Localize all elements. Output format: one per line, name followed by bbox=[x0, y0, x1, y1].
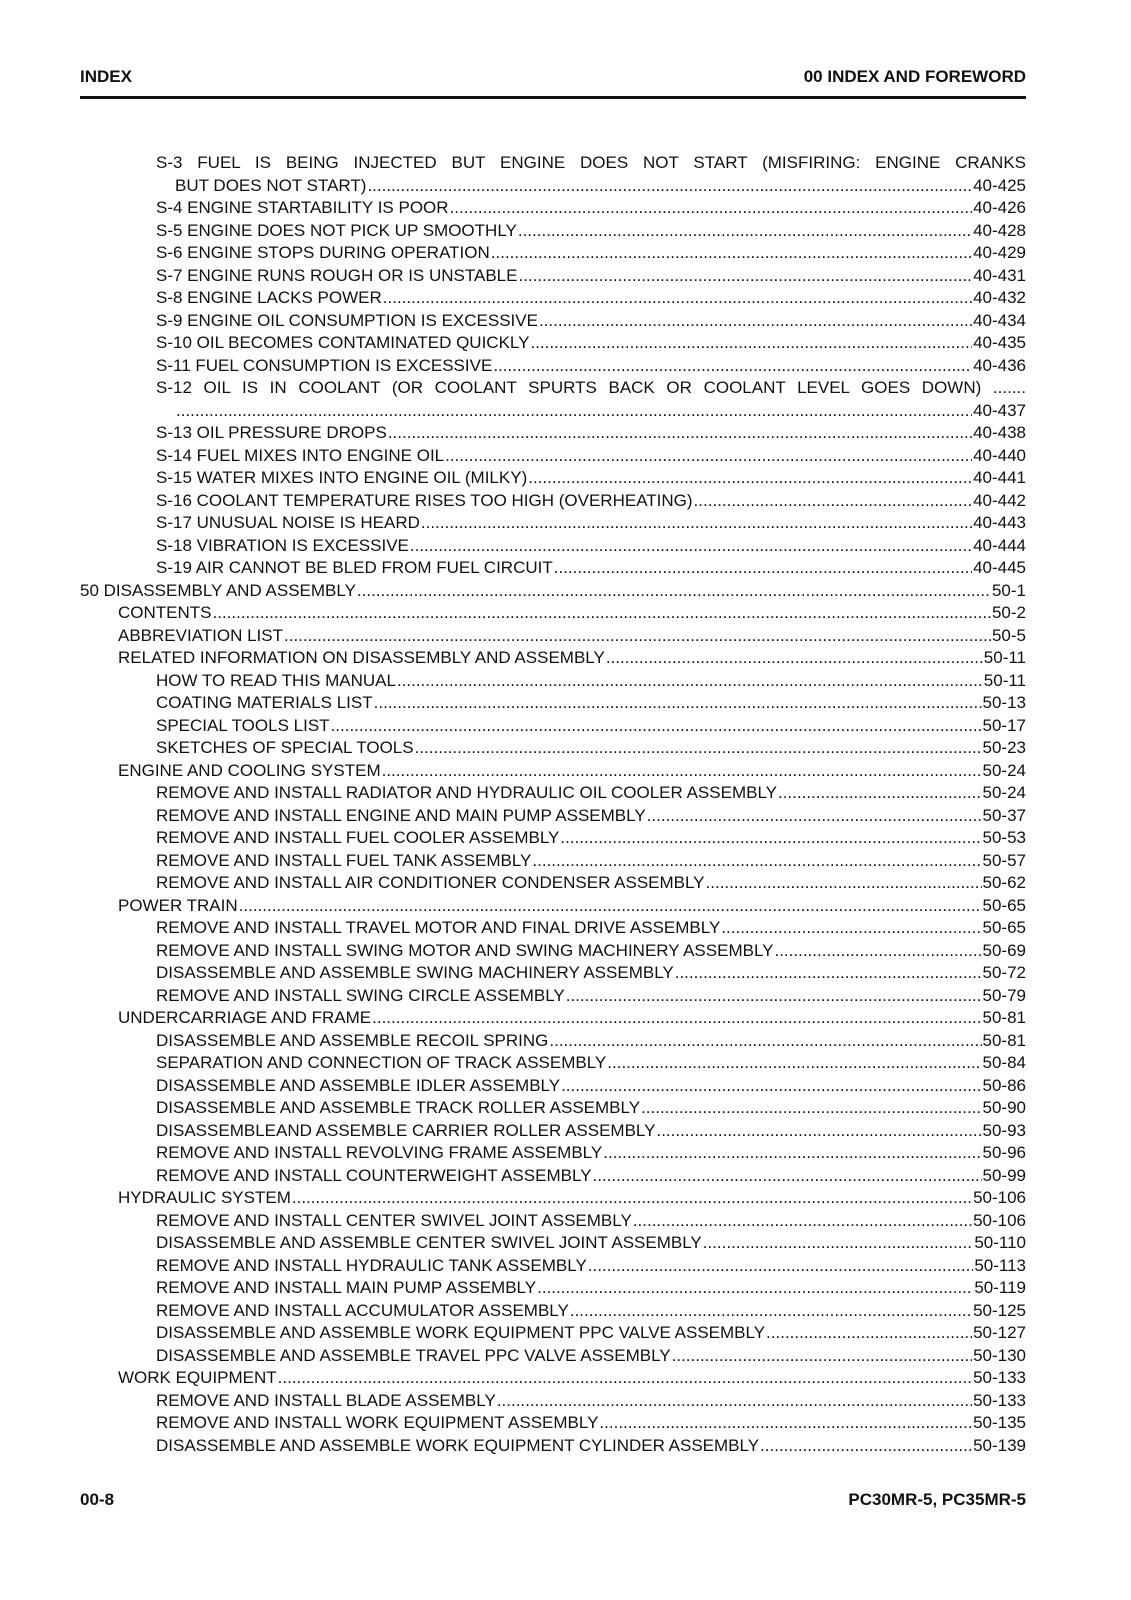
toc-entry[interactable] bbox=[80, 1345, 1026, 1368]
toc-entry[interactable] bbox=[80, 580, 1026, 603]
dot-leader bbox=[647, 805, 982, 828]
toc-entry-page: 50-72 bbox=[982, 963, 1026, 982]
toc-entry-page: 50-2 bbox=[991, 603, 1026, 622]
dot-leader bbox=[532, 850, 981, 873]
toc-entry-row bbox=[156, 1345, 1026, 1368]
toc-entry-row bbox=[156, 557, 1026, 580]
dot-leader bbox=[606, 647, 983, 670]
toc-entry-title: SEPARATION AND CONNECTION OF TRACK ASSEMBLY bbox=[156, 1053, 607, 1072]
toc-entry-title: REMOVE AND INSTALL FUEL COOLER ASSEMBLY bbox=[156, 828, 560, 847]
dot-leader bbox=[410, 535, 972, 558]
toc-entry-row bbox=[156, 962, 1026, 985]
toc-entry-row bbox=[118, 602, 1026, 625]
toc-entry-row bbox=[156, 1120, 1026, 1143]
toc-entry[interactable] bbox=[80, 850, 1026, 873]
toc-entry-page: 50-110 bbox=[974, 1233, 1026, 1252]
toc-entry[interactable] bbox=[80, 962, 1026, 985]
toc-entry-row bbox=[156, 1052, 1026, 1075]
toc-entry[interactable] bbox=[80, 1030, 1026, 1053]
toc-entry[interactable] bbox=[80, 715, 1026, 738]
toc-entry[interactable] bbox=[80, 670, 1026, 693]
toc-entry-row bbox=[156, 1277, 1026, 1300]
dot-leader bbox=[560, 827, 981, 850]
toc-entry-title: HYDRAULIC SYSTEM bbox=[118, 1188, 291, 1207]
toc-entry[interactable] bbox=[80, 1367, 1026, 1390]
toc-entry-row bbox=[156, 827, 1026, 850]
toc-entry-row bbox=[156, 287, 1026, 310]
toc-entry-page: 50-65 bbox=[982, 895, 1026, 915]
toc-entry-row bbox=[156, 917, 1026, 940]
toc-entry-row bbox=[156, 850, 1026, 873]
dot-leader bbox=[382, 760, 982, 783]
dot-leader bbox=[561, 1075, 981, 1098]
toc-entry[interactable] bbox=[80, 1412, 1026, 1435]
toc-entry-page: 50-65 bbox=[982, 918, 1026, 937]
toc-entry-page: 50-135 bbox=[973, 1413, 1026, 1432]
dot-leader bbox=[292, 1187, 972, 1210]
toc-entry-page: 40-429 bbox=[973, 243, 1026, 262]
toc-entry-page: 40-442 bbox=[973, 490, 1026, 510]
toc-entry-page: 50-81 bbox=[982, 1008, 1026, 1027]
header-divider bbox=[80, 96, 1026, 99]
dot-leader bbox=[599, 1412, 972, 1435]
toc-entry-title: S-4 ENGINE STARTABILITY IS POOR bbox=[156, 198, 449, 217]
dot-leader bbox=[641, 1097, 981, 1120]
toc-entry-row bbox=[118, 1007, 1026, 1030]
dot-leader bbox=[284, 625, 991, 648]
toc-entry-page: 40-431 bbox=[973, 265, 1026, 285]
toc-entry-row bbox=[156, 400, 1026, 423]
toc-entry-page: 40-441 bbox=[973, 468, 1026, 487]
toc-entry[interactable] bbox=[80, 467, 1026, 490]
toc-entry-page: 50-127 bbox=[973, 1323, 1026, 1342]
toc-entry-row bbox=[156, 242, 1026, 265]
dot-leader bbox=[518, 220, 972, 243]
toc-entry-title: S-19 AIR CANNOT BE BLED FROM FUEL CIRCUIT bbox=[156, 558, 553, 577]
dot-leader bbox=[357, 580, 991, 603]
dot-leader bbox=[588, 1255, 974, 1278]
toc-entry[interactable] bbox=[80, 490, 1026, 513]
toc-entry-row bbox=[156, 737, 1026, 760]
toc-entry-row bbox=[156, 715, 1026, 738]
dot-leader bbox=[549, 1030, 981, 1053]
toc-entry-title: S-16 COOLANT TEMPERATURE RISES TOO HIGH (OVERHEATING) bbox=[156, 490, 693, 510]
toc-entry-page: 50-37 bbox=[982, 805, 1026, 825]
toc-entry-title: S-13 OIL PRESSURE DROPS bbox=[156, 423, 387, 442]
toc-entry[interactable] bbox=[80, 940, 1026, 963]
dot-leader bbox=[518, 265, 972, 288]
toc-entry[interactable] bbox=[80, 152, 1026, 197]
toc-entry-row bbox=[156, 940, 1026, 963]
toc-entry-row bbox=[156, 1435, 1026, 1458]
toc-entry[interactable] bbox=[80, 1255, 1026, 1278]
toc-entry[interactable] bbox=[80, 377, 1026, 422]
dot-leader bbox=[374, 692, 982, 715]
toc-entry-row bbox=[156, 220, 1026, 243]
toc-entry-page: 50-96 bbox=[982, 1143, 1026, 1162]
toc-entry-page: 50-106 bbox=[973, 1210, 1026, 1230]
toc-entry-page: 50-119 bbox=[974, 1278, 1026, 1297]
toc-entry-page: 40-432 bbox=[973, 288, 1026, 307]
toc-entry-title: DISASSEMBLE AND ASSEMBLE IDLER ASSEMBLY bbox=[156, 1075, 561, 1095]
toc-entry-row bbox=[118, 760, 1026, 783]
toc-entry[interactable] bbox=[80, 1120, 1026, 1143]
toc-entry-page: 40-443 bbox=[973, 513, 1026, 532]
dot-leader bbox=[415, 737, 982, 760]
toc-entry-title: REMOVE AND INSTALL FUEL TANK ASSEMBLY bbox=[156, 850, 532, 870]
toc-entry-title: DISASSEMBLE AND ASSEMBLE WORK EQUIPMENT PPC VALVE ASSEMBLY bbox=[156, 1323, 766, 1342]
toc-entry-row bbox=[80, 580, 1026, 603]
toc-entry-page: 40-435 bbox=[973, 333, 1026, 352]
toc-entry[interactable] bbox=[80, 985, 1026, 1008]
toc-entry-row bbox=[118, 1367, 1026, 1390]
toc-entry-row bbox=[156, 332, 1026, 355]
toc-entry-row bbox=[156, 1412, 1026, 1435]
toc-entry-page: 50-106 bbox=[973, 1188, 1026, 1207]
toc-entry-title: REMOVE AND INSTALL AIR CONDITIONER CONDENSER ASSEMBLY bbox=[156, 873, 705, 892]
toc-entry[interactable] bbox=[80, 445, 1026, 468]
dot-leader bbox=[778, 782, 982, 805]
toc-entry-row bbox=[156, 1322, 1026, 1345]
footer-page-number: 00-8 bbox=[80, 1490, 115, 1509]
toc-entry-row bbox=[156, 1255, 1026, 1278]
toc-entry[interactable] bbox=[80, 355, 1026, 378]
toc-entry-page: 50-23 bbox=[982, 738, 1026, 757]
toc-entry[interactable] bbox=[80, 1075, 1026, 1098]
toc-entry-row bbox=[156, 467, 1026, 490]
toc-entry-title: ENGINE AND COOLING SYSTEM bbox=[118, 760, 381, 780]
dot-leader bbox=[497, 1390, 972, 1413]
toc-entry-page: 50-133 bbox=[973, 1368, 1026, 1387]
toc-entry-row bbox=[156, 670, 1026, 693]
toc-entry-row bbox=[156, 1142, 1026, 1165]
toc-entry-title: S-18 VIBRATION IS EXCESSIVE bbox=[156, 535, 409, 555]
toc-entry-row bbox=[156, 1030, 1026, 1053]
dot-leader bbox=[176, 400, 972, 423]
toc-entry-title: S-7 ENGINE RUNS ROUGH OR IS UNSTABLE bbox=[156, 265, 518, 285]
toc-entry[interactable] bbox=[80, 1322, 1026, 1345]
toc-entry[interactable] bbox=[80, 625, 1026, 648]
toc-entry-title: DISASSEMBLEAND ASSEMBLE CARRIER ROLLER ASSEMBLY bbox=[156, 1120, 656, 1140]
dot-leader bbox=[539, 310, 972, 333]
toc-entry-row bbox=[156, 512, 1026, 535]
toc-entry-page: 50-57 bbox=[982, 850, 1026, 870]
header-section-label: INDEX bbox=[80, 67, 132, 86]
header-chapter-title: 00 INDEX AND FOREWORD bbox=[803, 67, 1026, 86]
toc-entry-title: DISASSEMBLE AND ASSEMBLE RECOIL SPRING bbox=[156, 1030, 549, 1050]
toc-entry-title: DISASSEMBLE AND ASSEMBLE CENTER SWIVEL JOINT ASSEMBLY bbox=[156, 1233, 702, 1252]
toc-entry-row bbox=[156, 985, 1026, 1008]
toc-entry-title: REMOVE AND INSTALL MAIN PUMP ASSEMBLY bbox=[156, 1278, 537, 1297]
dot-leader bbox=[388, 422, 972, 445]
dot-leader bbox=[694, 490, 973, 513]
toc-entry-title: S-9 ENGINE OIL CONSUMPTION IS EXCESSIVE bbox=[156, 310, 538, 330]
toc-entry-page: 50-113 bbox=[974, 1255, 1026, 1275]
toc-entry-title: S-17 UNUSUAL NOISE IS HEARD bbox=[156, 513, 420, 532]
toc-entry[interactable] bbox=[80, 602, 1026, 625]
toc-entry-title: REMOVE AND INSTALL RADIATOR AND HYDRAULIC OIL COOLER ASSEMBLY bbox=[156, 783, 777, 802]
toc-entry-page: 50-86 bbox=[982, 1075, 1026, 1095]
toc-entry[interactable] bbox=[80, 1052, 1026, 1075]
toc-entry[interactable] bbox=[80, 1277, 1026, 1300]
toc-entry[interactable] bbox=[80, 1232, 1026, 1255]
toc-entry-row bbox=[156, 1210, 1026, 1233]
toc-entry-title: S-10 OIL BECOMES CONTAMINATED QUICKLY bbox=[156, 333, 530, 352]
toc-entry-row bbox=[118, 625, 1026, 648]
toc-entry-page: 40-425 bbox=[973, 175, 1026, 195]
toc-entry-page: 50-79 bbox=[982, 985, 1026, 1005]
toc-entry-title: HOW TO READ THIS MANUAL bbox=[156, 670, 396, 690]
toc-entry-title: POWER TRAIN bbox=[118, 895, 238, 915]
toc-entry[interactable] bbox=[80, 287, 1026, 310]
toc-entry[interactable] bbox=[80, 1390, 1026, 1413]
dot-leader bbox=[278, 1367, 972, 1390]
toc-entry[interactable] bbox=[80, 872, 1026, 895]
toc-entry-title: REMOVE AND INSTALL REVOLVING FRAME ASSEMBLY bbox=[156, 1143, 603, 1162]
toc-entry[interactable] bbox=[80, 1187, 1026, 1210]
toc-entry-row bbox=[156, 422, 1026, 445]
toc-entry-row bbox=[156, 197, 1026, 220]
dot-leader bbox=[706, 872, 982, 895]
dot-leader bbox=[331, 715, 982, 738]
toc-entry[interactable] bbox=[80, 1007, 1026, 1030]
toc-entry-title: S-14 FUEL MIXES INTO ENGINE OIL bbox=[156, 445, 445, 465]
dot-leader bbox=[554, 557, 972, 580]
dot-leader bbox=[450, 197, 973, 220]
toc-entry-page: 50-5 bbox=[991, 625, 1026, 645]
toc-entry-page: 50-84 bbox=[982, 1053, 1026, 1072]
toc-entry-title-line: S-12 OIL IS IN COOLANT (OR COOLANT SPURTS BACK OR COOLANT LEVEL GOES DOWN) ....... bbox=[156, 378, 1026, 397]
toc-entry-title: WORK EQUIPMENT bbox=[118, 1368, 277, 1387]
toc-entry-row bbox=[156, 1232, 1026, 1255]
toc-entry-title: DISASSEMBLE AND ASSEMBLE TRAVEL PPC VALVE ASSEMBLY bbox=[156, 1345, 671, 1365]
toc-entry[interactable] bbox=[80, 242, 1026, 265]
toc-entry-row bbox=[156, 1165, 1026, 1188]
toc-entry-page: 50-11 bbox=[983, 648, 1026, 667]
toc-entry-row bbox=[156, 872, 1026, 895]
toc-entry-page: 50-81 bbox=[982, 1030, 1026, 1050]
toc-entry-row bbox=[156, 175, 1026, 198]
toc-entry-page: 50-69 bbox=[982, 940, 1026, 960]
toc-entry-page: 50-24 bbox=[982, 760, 1026, 780]
toc-entry-page: 50-53 bbox=[982, 828, 1026, 847]
toc-entry[interactable] bbox=[80, 265, 1026, 288]
toc-entry-row bbox=[156, 782, 1026, 805]
toc-entry[interactable] bbox=[80, 557, 1026, 580]
toc-entry-row bbox=[118, 895, 1026, 918]
toc-entry-title: REMOVE AND INSTALL CENTER SWIVEL JOINT ASSEMBLY bbox=[156, 1210, 632, 1230]
dot-leader bbox=[367, 175, 972, 198]
toc-entry-row bbox=[156, 535, 1026, 558]
dot-leader bbox=[760, 1435, 972, 1458]
toc-entry-page: 50-13 bbox=[982, 693, 1026, 712]
toc-entry-page: 40-437 bbox=[973, 400, 1026, 420]
dot-leader bbox=[675, 962, 982, 985]
dot-leader bbox=[239, 895, 982, 918]
toc-entry-title: REMOVE AND INSTALL TRAVEL MOTOR AND FINAL DRIVE ASSEMBLY bbox=[156, 918, 721, 937]
table-of-contents bbox=[80, 152, 1026, 1457]
dot-leader bbox=[530, 332, 972, 355]
toc-entry-title: UNDERCARRIAGE AND FRAME bbox=[118, 1008, 372, 1027]
toc-entry[interactable] bbox=[80, 805, 1026, 828]
toc-entry-page: 40-434 bbox=[973, 310, 1026, 330]
toc-entry-title: CONTENTS bbox=[118, 603, 212, 622]
toc-entry-page: 40-438 bbox=[973, 423, 1026, 442]
toc-entry-row bbox=[156, 355, 1026, 378]
toc-entry-row bbox=[156, 805, 1026, 828]
toc-entry-row bbox=[156, 265, 1026, 288]
dot-leader bbox=[607, 1052, 981, 1075]
toc-entry-page: 40-436 bbox=[973, 355, 1026, 375]
toc-entry-title: REMOVE AND INSTALL WORK EQUIPMENT ASSEMBLY bbox=[156, 1413, 599, 1432]
toc-entry-title: REMOVE AND INSTALL BLADE ASSEMBLY bbox=[156, 1390, 496, 1410]
toc-entry[interactable] bbox=[80, 737, 1026, 760]
toc-entry[interactable] bbox=[80, 1097, 1026, 1120]
toc-entry[interactable] bbox=[80, 1165, 1026, 1188]
toc-entry[interactable] bbox=[80, 895, 1026, 918]
toc-entry-row bbox=[156, 692, 1026, 715]
toc-entry-page: 40-445 bbox=[973, 558, 1026, 577]
toc-entry-title: COATING MATERIALS LIST bbox=[156, 693, 373, 712]
toc-entry-page: 50-99 bbox=[982, 1165, 1026, 1185]
toc-entry-title-line: S-3 FUEL IS BEING INJECTED BUT ENGINE DOES NOT START (MISFIRING: ENGINE CRANKS bbox=[156, 153, 1026, 172]
dot-leader bbox=[633, 1210, 972, 1233]
toc-entry-title: S-15 WATER MIXES INTO ENGINE OIL (MILKY) bbox=[156, 468, 528, 487]
toc-entry-page: 50-90 bbox=[982, 1098, 1026, 1117]
dot-leader bbox=[493, 355, 972, 378]
toc-entry-row bbox=[118, 1187, 1026, 1210]
toc-entry-page: 50-11 bbox=[983, 670, 1026, 690]
toc-entry[interactable] bbox=[80, 692, 1026, 715]
toc-entry-title: REMOVE AND INSTALL COUNTERWEIGHT ASSEMBLY bbox=[156, 1165, 592, 1185]
toc-entry[interactable] bbox=[80, 1210, 1026, 1233]
toc-entry-title: REMOVE AND INSTALL ACCUMULATOR ASSEMBLY bbox=[156, 1300, 569, 1320]
toc-entry[interactable] bbox=[80, 220, 1026, 243]
toc-entry[interactable] bbox=[80, 197, 1026, 220]
toc-entry-page: 50-139 bbox=[973, 1435, 1026, 1455]
toc-entry-page: 50-93 bbox=[982, 1120, 1026, 1140]
toc-entry-row bbox=[156, 1300, 1026, 1323]
dot-leader bbox=[528, 467, 972, 490]
toc-entry-row bbox=[156, 445, 1026, 468]
dot-leader bbox=[721, 917, 981, 940]
toc-entry[interactable] bbox=[80, 760, 1026, 783]
toc-entry-title: SKETCHES OF SPECIAL TOOLS bbox=[156, 738, 414, 757]
toc-entry[interactable] bbox=[80, 647, 1026, 670]
toc-entry-page: 50-130 bbox=[973, 1345, 1026, 1365]
dot-leader bbox=[603, 1142, 981, 1165]
dot-leader bbox=[383, 287, 972, 310]
toc-entry-page: 40-440 bbox=[973, 445, 1026, 465]
toc-entry-page: 50-125 bbox=[973, 1300, 1026, 1320]
toc-entry-title: 50 DISASSEMBLY AND ASSEMBLY bbox=[80, 580, 356, 600]
toc-entry-title: S-8 ENGINE LACKS POWER bbox=[156, 288, 382, 307]
dot-leader bbox=[592, 1165, 981, 1188]
dot-leader bbox=[656, 1120, 981, 1143]
toc-entry-page: 50-24 bbox=[982, 783, 1026, 802]
toc-entry-title: S-11 FUEL CONSUMPTION IS EXCESSIVE bbox=[156, 355, 493, 375]
toc-entry-title: REMOVE AND INSTALL HYDRAULIC TANK ASSEMBLY bbox=[156, 1255, 587, 1275]
toc-entry[interactable] bbox=[80, 1435, 1026, 1458]
toc-entry-row bbox=[156, 1097, 1026, 1120]
toc-entry-page: 50-17 bbox=[982, 715, 1026, 735]
dot-leader bbox=[491, 242, 972, 265]
toc-entry-row bbox=[156, 1390, 1026, 1413]
toc-entry-row bbox=[156, 490, 1026, 513]
toc-entry-title: S-5 ENGINE DOES NOT PICK UP SMOOTHLY bbox=[156, 220, 517, 240]
dot-leader bbox=[372, 1007, 981, 1030]
toc-entry-title: REMOVE AND INSTALL SWING MOTOR AND SWING MACHINERY ASSEMBLY bbox=[156, 940, 774, 960]
footer-model-names: PC30MR-5, PC35MR-5 bbox=[848, 1490, 1026, 1509]
toc-entry[interactable] bbox=[80, 332, 1026, 355]
toc-entry-title: REMOVE AND INSTALL SWING CIRCLE ASSEMBLY bbox=[156, 985, 565, 1005]
toc-entry[interactable] bbox=[80, 1300, 1026, 1323]
toc-entry-title: DISASSEMBLE AND ASSEMBLE SWING MACHINERY ASSEMBLY bbox=[156, 963, 674, 982]
toc-entry[interactable] bbox=[80, 782, 1026, 805]
toc-entry-page: 40-444 bbox=[973, 535, 1026, 555]
toc-entry-page: 50-1 bbox=[991, 580, 1026, 600]
toc-entry-title: ABBREVIATION LIST bbox=[118, 625, 284, 645]
toc-entry-title: S-6 ENGINE STOPS DURING OPERATION bbox=[156, 243, 490, 262]
toc-entry[interactable] bbox=[80, 535, 1026, 558]
toc-entry-page: 40-428 bbox=[973, 220, 1026, 240]
dot-leader bbox=[672, 1345, 972, 1368]
toc-entry-row bbox=[118, 647, 1026, 670]
toc-entry-page: 50-133 bbox=[973, 1390, 1026, 1410]
dot-leader bbox=[213, 602, 991, 625]
dot-leader bbox=[445, 445, 972, 468]
toc-entry[interactable] bbox=[80, 827, 1026, 850]
toc-entry-title: DISASSEMBLE AND ASSEMBLE WORK EQUIPMENT CYLINDER ASSEMBLY bbox=[156, 1435, 760, 1455]
toc-entry[interactable] bbox=[80, 1142, 1026, 1165]
toc-entry-page: 50-62 bbox=[982, 873, 1026, 892]
toc-entry-title: DISASSEMBLE AND ASSEMBLE TRACK ROLLER ASSEMBLY bbox=[156, 1098, 641, 1117]
dot-leader bbox=[566, 985, 982, 1008]
dot-leader bbox=[570, 1300, 972, 1323]
toc-entry-page: 40-426 bbox=[973, 198, 1026, 217]
toc-entry[interactable] bbox=[80, 422, 1026, 445]
toc-entry-title: REMOVE AND INSTALL ENGINE AND MAIN PUMP ASSEMBLY bbox=[156, 805, 646, 825]
dot-leader bbox=[766, 1322, 972, 1345]
dot-leader bbox=[703, 1232, 974, 1255]
dot-leader bbox=[397, 670, 983, 693]
dot-leader bbox=[774, 940, 981, 963]
toc-entry-row bbox=[156, 1075, 1026, 1098]
dot-leader bbox=[537, 1277, 973, 1300]
toc-entry-title: SPECIAL TOOLS LIST bbox=[156, 715, 330, 735]
toc-entry[interactable] bbox=[80, 512, 1026, 535]
toc-entry-row bbox=[156, 310, 1026, 333]
toc-entry-title: RELATED INFORMATION ON DISASSEMBLY AND ASSEMBLY bbox=[118, 648, 605, 667]
toc-entry[interactable] bbox=[80, 310, 1026, 333]
toc-entry-title: BUT DOES NOT START) bbox=[175, 175, 367, 195]
dot-leader bbox=[421, 512, 972, 535]
toc-entry[interactable] bbox=[80, 917, 1026, 940]
